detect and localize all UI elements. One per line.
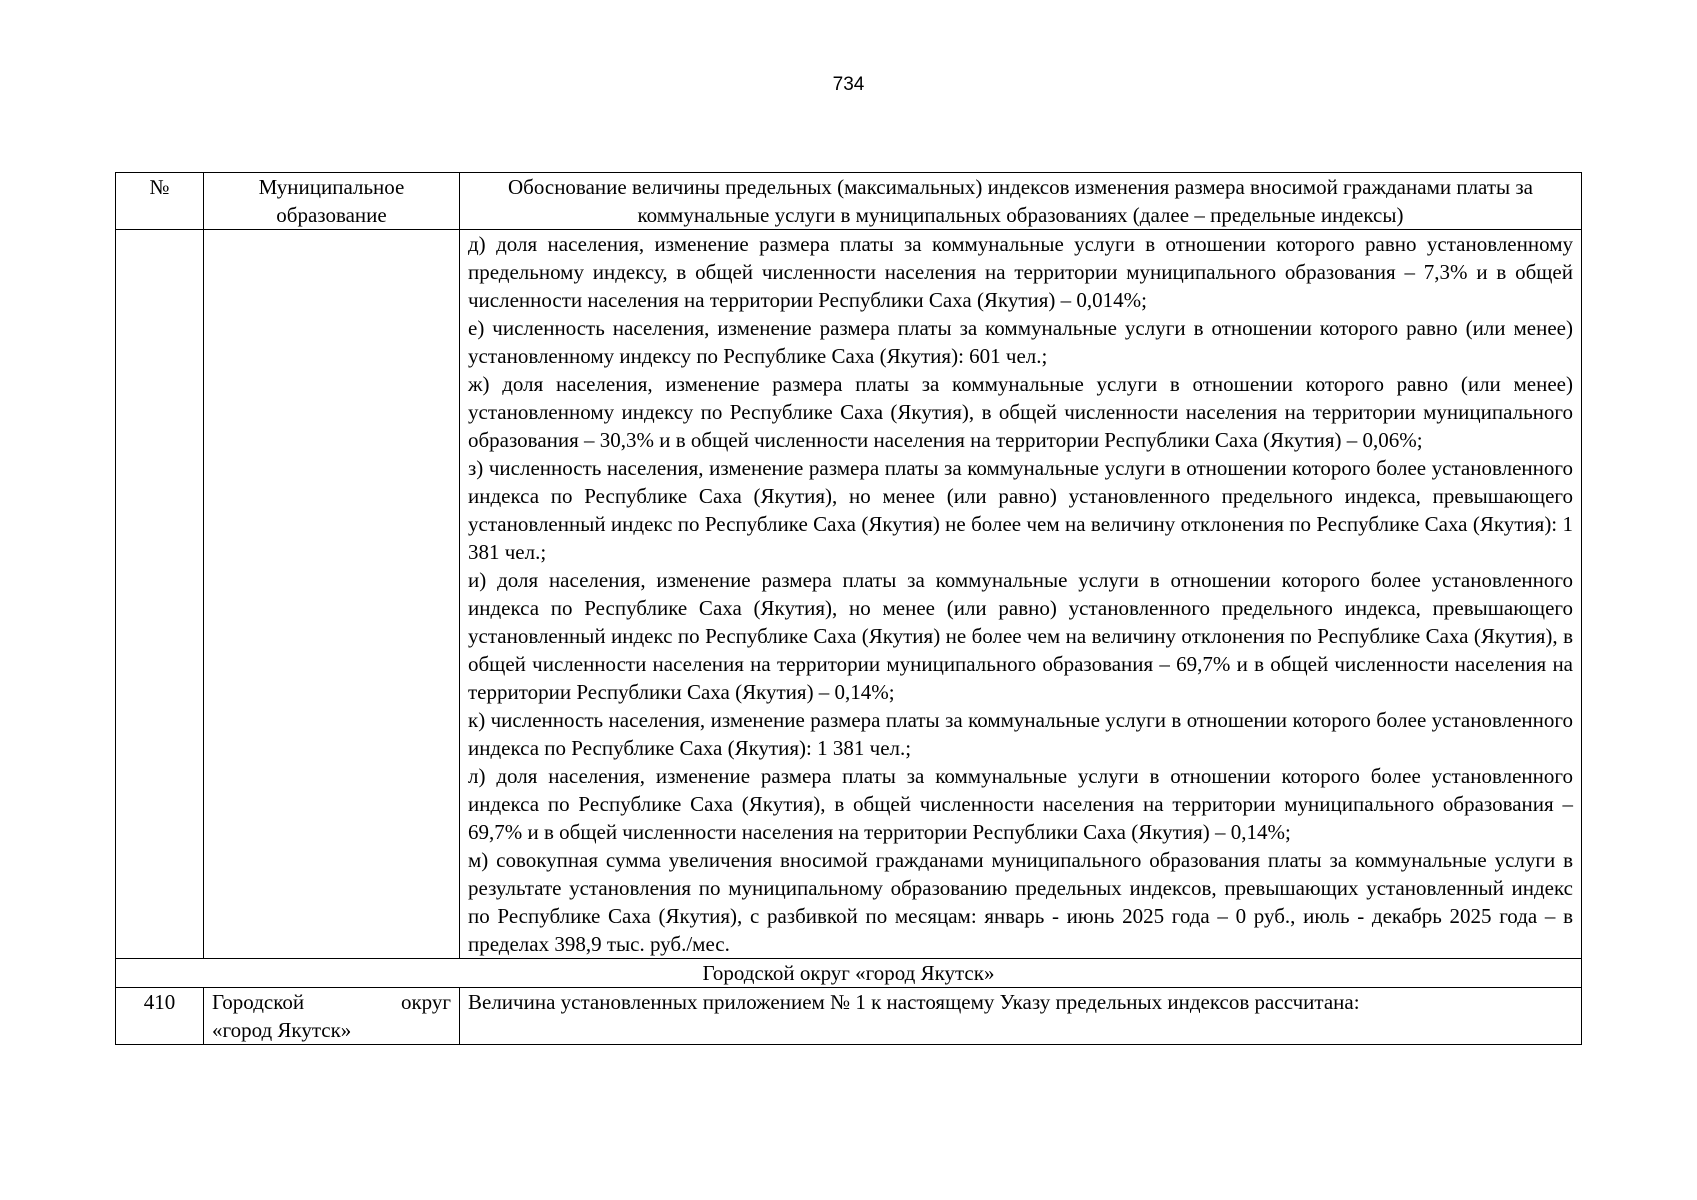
municipality-word-1: Городской [212, 990, 305, 1014]
paragraph-d: д) доля населения, изменение размера платы за коммунальные услуги в отношении которого равно установленному предельному индексу, в общей численности населения на территории муниципального образования – 7,3% и в общей численности населения на территории Республики Саха (Якутия) – 0,014%; [468, 232, 1573, 312]
municipality-line-1 [212, 988, 451, 1016]
municipality-line-2: «город Якутск» [212, 1018, 352, 1042]
header-num: № [116, 173, 204, 230]
paragraph-e: е) численность населения, изменение размера платы за коммунальные услуги в отношении которого равно (или менее) установленному индексу по Республике Саха (Якутия): 601 чел.; [468, 316, 1573, 368]
section-title: Городской округ «город Якутск» [116, 959, 1582, 988]
section-heading-row [116, 959, 1582, 988]
cell-justification: Величина установленных приложением № 1 к настоящему Указу предельных индексов рассчитана: [460, 988, 1582, 1045]
table-header-row [116, 173, 1582, 230]
cell-justification [460, 230, 1582, 959]
justification-table [115, 172, 1582, 1045]
paragraph-m: м) совокупная сумма увеличения вносимой гражданами муниципального образования платы за коммунальные услуги в результате установления по муниципальному образованию предельных индексов, превышающих установленный индекс по Республике Саха (Якутия), с разбивкой по месяцам: январь - июнь 2025 года – 0 руб., июль - декабрь 2025 года – в пределах 398,9 тыс. руб./мес. [468, 848, 1573, 956]
paragraph-l: л) доля населения, изменение размера платы за коммунальные услуги в отношении которого более установленного индекса по Республике Саха (Якутия), в общей численности населения на территории муниципального образования – 69,7% и в общей численности населения на территории Республики Саха (Якутия) – 0,14%; [468, 764, 1573, 844]
paragraph-zh: ж) доля населения, изменение размера платы за коммунальные услуги в отношении которого равно (или менее) установленному индексу по Республике Саха (Якутия), в общей численности населения на территории муниципального образования – 30,3% и в общей численности населения на территории Республики Саха (Якутия) – 0,06%; [468, 372, 1573, 452]
cell-municipality [204, 230, 460, 959]
paragraph-k: к) численность населения, изменение размера платы за коммунальные услуги в отношении которого более установленного индекса по Республике Саха (Якутия): 1 381 чел.; [468, 708, 1573, 760]
cell-municipality [204, 988, 460, 1045]
table-row [116, 230, 1582, 959]
paragraph-z: з) численность населения, изменение размера платы за коммунальные услуги в отношении которого более установленного индекса по Республике Саха (Якутия), но менее (или равно) установленного предельного индекса, превышающего установленный индекс по Республике Саха (Якутия) не более чем на величину отклонения по Республике Саха (Якутия): 1 381 чел.; [468, 456, 1573, 564]
municipality-word-2: округ [400, 990, 451, 1014]
page-number: 734 [832, 74, 865, 95]
paragraph-i: и) доля населения, изменение размера платы за коммунальные услуги в отношении которого более установленного индекса по Республике Саха (Якутия), но менее (или равно) установленного предельного индекса, превышающего установленный индекс по Республике Саха (Якутия) не более чем на величину отклонения по Республике Саха (Якутия), в общей численности населения на территории муниципального образования – 69,7% и в общей численности населения на территории Республики Саха (Якутия) – 0,14%; [468, 568, 1573, 704]
table-row [116, 988, 1582, 1045]
header-municipality: Муниципальное образование [204, 173, 460, 230]
cell-num: 410 [116, 988, 204, 1045]
header-justification: Обоснование величины предельных (максимальных) индексов изменения размера вносимой гражданами платы за коммунальные услуги в муниципальных образованиях (далее – предельные индексы) [460, 173, 1582, 230]
cell-num [116, 230, 204, 959]
